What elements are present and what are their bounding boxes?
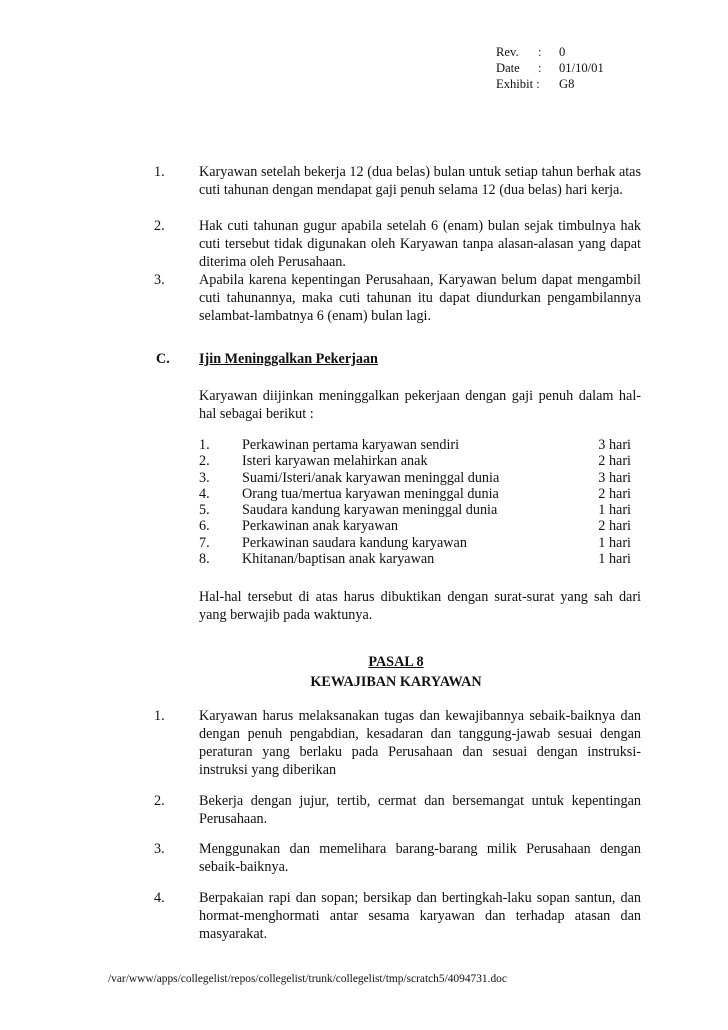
kewajiban-item-number: 1. [154, 708, 165, 724]
list-item-number: 2. [199, 453, 210, 470]
list-item [199, 453, 631, 469]
list-item-number: 4. [199, 485, 210, 502]
date-colon: : [538, 61, 542, 75]
list-item-days: 3 hari [598, 469, 631, 486]
leave-list [199, 437, 631, 567]
footer-file-path: /var/www/apps/collegelist/repos/collegelist/trunk/collegelist/tmp/scratch5/4094731.doc [108, 973, 507, 985]
kewajiban-item-number: 4. [154, 890, 165, 906]
kewajiban-item-text: Menggunakan dan memelihara barang-barang milik Perusahaan dengan sebaik-baiknya. [199, 841, 641, 875]
list-item-text: Saudara kandung karyawan meninggal dunia [242, 502, 498, 519]
list-item-days: 3 hari [598, 437, 631, 453]
list-item [199, 502, 631, 518]
cuti-item-number: 2. [154, 218, 165, 234]
list-item [199, 437, 631, 453]
kewajiban-item-number: 2. [154, 793, 165, 809]
document-header [496, 44, 604, 92]
date-row [496, 60, 604, 76]
cuti-item-text: Karyawan setelah bekerja 12 (dua belas) bulan untuk setiap tahun berhak atas cuti tahunan dengan mendapat gaji penuh selama 12 (dua belas) hari kerja. [199, 164, 641, 198]
section-letter: C. [156, 351, 170, 367]
exhibit-label: Exhibit : [496, 77, 540, 91]
pasal-number: PASAL 8 [368, 654, 424, 670]
rev-row [496, 44, 604, 60]
list-item-text: Perkawinan saudara kandung karyawan [242, 534, 467, 551]
list-item [199, 486, 631, 502]
kewajiban-item-text: Berpakaian rapi dan sopan; bersikap dan bertingkah-laku sopan santun, dan hormat-menghormati antar sesama karyawan dan terhadap atasan dan masyarakat. [199, 890, 641, 942]
cuti-item-text: Hak cuti tahunan gugur apabila setelah 6 (enam) bulan sejak timbulnya hak cuti tersebut tidak digunakan oleh Karyawan tanpa alasan-alasan yang dapat diterima oleh Perusahaan. [199, 218, 641, 270]
pasal-title: KEWAJIBAN KARYAWAN [310, 674, 482, 690]
list-item-number: 1. [199, 437, 210, 453]
cuti-item-text: Apabila karena kepentingan Perusahaan, Karyawan belum dapat mengambil cuti tahunannya, maka cuti tahunan itu dapat diundurkan pengambilannya selambat-lambatnya 6 (enam) bulan lagi. [199, 272, 641, 324]
section-closing: Hal-hal tersebut di atas harus dibuktikan dengan surat-surat yang sah dari yang berwajib pada waktunya. [199, 589, 641, 623]
list-item-days: 2 hari [598, 518, 631, 535]
rev-label: Rev. [496, 45, 519, 59]
list-item-number: 6. [199, 518, 210, 535]
section-intro: Karyawan diijinkan meninggalkan pekerjaan dengan gaji penuh dalam hal-hal sebagai berikut : [199, 388, 641, 422]
date-label: Date [496, 61, 520, 75]
date-value: 01/10/01 [559, 61, 604, 75]
list-item-text: Perkawinan pertama karyawan sendiri [242, 437, 460, 453]
rev-colon: : [538, 45, 542, 59]
kewajiban-item-text: Karyawan harus melaksanakan tugas dan kewajibannya sebaik-baiknya dan dengan penuh pengabdian, kesadaran dan tanggung-jawab sesuai dengan peraturan yang berlaku pada Perusahaan dan sesuai dengan instruksi-instruksi yang diberikan [199, 708, 641, 778]
list-item-text: Khitanan/baptisan anak karyawan [242, 551, 435, 568]
kewajiban-item-number: 3. [154, 841, 165, 857]
exhibit-value: G8 [559, 77, 575, 91]
list-item-days: 2 hari [598, 453, 631, 470]
list-item-days: 1 hari [598, 551, 631, 568]
list-item-text: Isteri karyawan melahirkan anak [242, 453, 428, 470]
list-item-text: Orang tua/mertua karyawan meninggal dunia [242, 485, 499, 502]
list-item-number: 7. [199, 534, 210, 551]
list-item [199, 551, 631, 567]
cuti-item-number: 1. [154, 164, 165, 180]
list-item [199, 470, 631, 486]
list-item-days: 1 hari [598, 534, 631, 551]
list-item-number: 5. [199, 502, 210, 519]
list-item-text: Suami/Isteri/anak karyawan meninggal dunia [242, 469, 500, 486]
rev-value: 0 [559, 45, 566, 59]
list-item-number: 8. [199, 551, 210, 568]
list-item-days: 1 hari [598, 502, 631, 519]
exhibit-row [496, 76, 604, 92]
section-title: Ijin Meninggalkan Pekerjaan [199, 351, 378, 367]
kewajiban-item-text: Bekerja dengan jujur, tertib, cermat dan bersemangat untuk kepentingan Perusahaan. [199, 793, 641, 827]
cuti-item-number: 3. [154, 272, 165, 288]
list-item-days: 2 hari [598, 485, 631, 502]
list-item [199, 535, 631, 551]
list-item [199, 518, 631, 534]
list-item-number: 3. [199, 469, 210, 486]
list-item-text: Perkawinan anak karyawan [242, 518, 398, 535]
